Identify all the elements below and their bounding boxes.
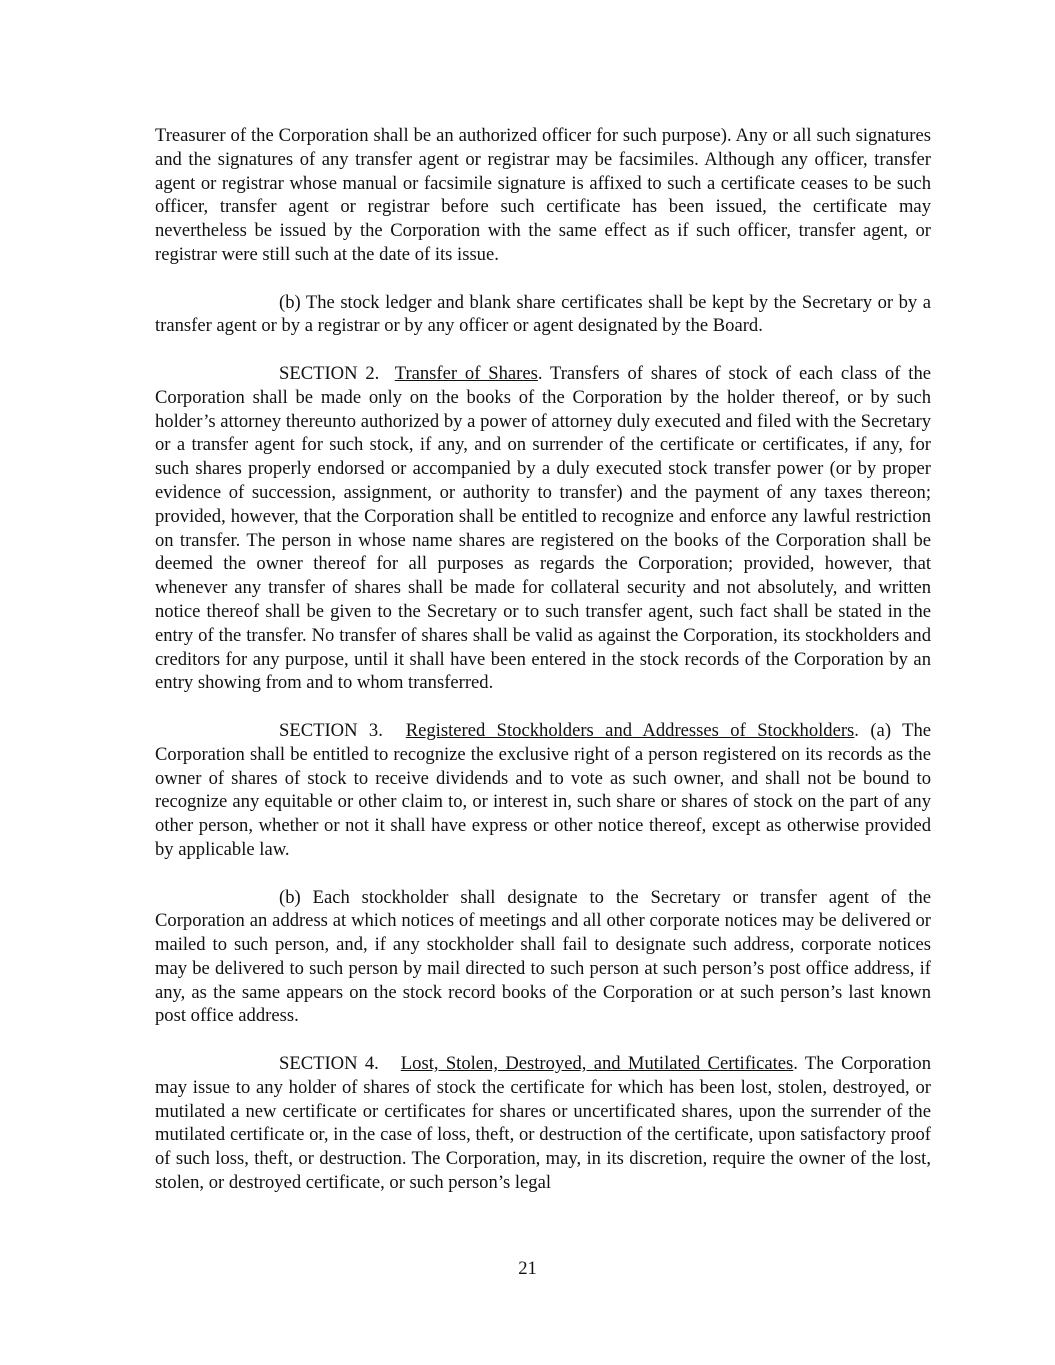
section-2-heading: Transfer of Shares [394, 362, 538, 384]
section-3-text: . (a) The Corporation shall be entitled to recognize the exclusive right of a person registered on its records as the owner of shares of stock to receive dividends and to vote as such owner, and shall not be bound to recognize any equitable or other claim to, or interest in, such share or shares of stock on the part of any other person, whether or not it shall have express or other notice thereof, except as otherwise provided by applicable law. [155, 719, 932, 860]
section-4-label: SECTION 4. [279, 1053, 379, 1075]
paragraph-section-3 [155, 719, 931, 862]
section-4-text: . The Corporation may issue to any holder of shares of stock the certificate for which has been lost, stolen, destroyed, or mutilated a new certificate or certificates for shares or uncertificated shares, upon the surrender of the mutilated certificate or, in the case of loss, theft, or destruction of the certificate, upon satisfactory proof of such loss, theft, or destruction. The Corporation, may, in its discretion, require the owner of the lost, stolen, or destroyed certificate, or such person’s legal [155, 1053, 931, 1194]
section-4-heading: Lost, Stolen, Destroyed, and Mutilated Certificates [400, 1053, 794, 1075]
section-3-label: SECTION 3. [279, 719, 383, 741]
paragraph-section-3b: (b) Each stockholder shall designate to the Secretary or transfer agent of the Corporation an address at which notices of meetings and all other corporate notices may be delivered or mailed to such person, and, if any stockholder shall fail to designate such address, corporate notices may be delivered to such person by mail directed to such person at such person’s post office address, if any, as the same appears on the stock record books of the Corporation or at such person’s last known post office address. [155, 886, 931, 1027]
section-2-text: . Transfers of shares of stock of each class of the Corporation shall be made only on the books of the Corporation by the holder thereof, or by such holder’s attorney thereunto authorized by a power of attorney duly executed and filed with the Secretary or a transfer agent for such stock, if any, and on surrender of the certificate or certificates, if any, for such shares properly endorsed or accompanied by a duly executed stock transfer power (or by proper evidence of succession, assignment, or authority to transfer) and the payment of any taxes thereon; provided, however, that the Corporation shall be entitled to recognize and enforce any lawful restriction on transfer. The person in whose name shares are registered on the books of the Corporation shall be deemed the owner thereof for all purposes as regards the Corporation; provided, however, that whenever any transfer of shares shall be made for collateral security and not absolutely, and written notice thereof shall be given to the Secretary or to such transfer agent, such fact shall be stated in the entry of the transfer. No transfer of shares shall be valid as against the Corporation, its stockholders and creditors for any purpose, until it shall have been entered in the stock records of the Corporation by an entry showing from and to whom transferred. [155, 362, 931, 694]
section-2-label: SECTION 2. [279, 362, 380, 384]
body-text [155, 124, 931, 1219]
paragraph-section-1b: (b) The stock ledger and blank share certificates shall be kept by the Secretary or by a transfer agent or by a registrar or by any officer or agent designated by the Board. [155, 291, 931, 337]
paragraph-section-2 [155, 362, 931, 695]
section-3-heading: Registered Stockholders and Addresses of Stockholders [405, 719, 855, 741]
page-number: 21 [518, 1258, 537, 1279]
paragraph-continuation: Treasurer of the Corporation shall be an authorized officer for such purpose). Any or all such signatures and the signatures of any transfer agent or registrar may be facsimiles. Although any officer, transfer agent or registrar whose manual or facsimile signature is affixed to such a certificate ceases to be such officer, transfer agent or registrar before such certificate has been issued, the certificate may nevertheless be issued by the Corporation with the same effect as if such officer, transfer agent, or registrar were still such at the date of its issue. [155, 125, 931, 265]
paragraph-section-4 [155, 1052, 931, 1195]
